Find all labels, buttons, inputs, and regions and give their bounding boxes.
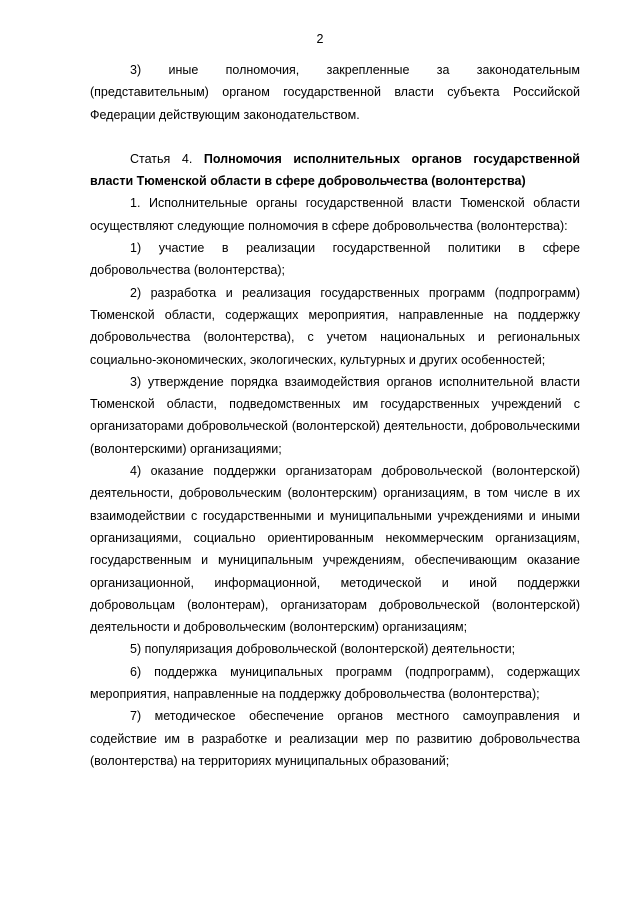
paragraph: 4) оказание поддержки организаторам добровольческой (волонтерской) деятельности, добровольческим (волонтерским) организациям, в том числе в их взаимодействии с государственными и муниципальными учреждениями и иными организациями, социально ориентированным некоммерческим организациям, государственным и муниципальным учреждениям, обеспечивающим оказание организационной, информационной, методической и иной поддержки добровольцам (волонтерам), организаторам добровольческой (волонтерской) деятельности и добровольческим (волонтерским) организациям; bbox=[90, 464, 580, 635]
article-label: Статья 4. bbox=[130, 151, 193, 166]
article-title: Полномочия исполнительных органов государственной власти Тюменской области в сфере добровольчества (волонтерства) bbox=[90, 151, 580, 189]
spacer bbox=[90, 126, 580, 148]
document-body bbox=[90, 59, 580, 772]
article-heading bbox=[90, 148, 580, 193]
paragraph: 1. Исполнительные органы государственной власти Тюменской области осуществляют следующие полномочия в сфере добровольчества (волонтерства): bbox=[90, 196, 580, 233]
paragraph: 6) поддержка муниципальных программ (подпрограмм), содержащих мероприятия, направленные на поддержку добровольчества (волонтерства); bbox=[90, 664, 580, 702]
page-number: 2 bbox=[316, 32, 324, 46]
paragraph: 1) участие в реализации государственной политики в сфере добровольчества (волонтерства); bbox=[90, 241, 580, 278]
paragraph: 7) методическое обеспечение органов местного самоуправления и содействие им в разработке и реализации мер по развитию добровольчества (волонтерства) на территориях муниципальных образований; bbox=[90, 709, 580, 768]
paragraph: 5) популяризация добровольческой (волонтерской) деятельности; bbox=[130, 642, 516, 657]
paragraph: 2) разработка и реализация государственных программ (подпрограмм) Тюменской области, содержащих мероприятия, направленные на поддержку добровольчества (волонтерства), с учетом национальных и региональных социально-экономических, экологических, культурных и других особенностей; bbox=[90, 285, 580, 367]
intro-item: 3) иные полномочия, закрепленные за законодательным (представительным) органом государственной власти субъекта Российской Федерации действующим законодательством. bbox=[90, 63, 580, 122]
paragraph: 3) утверждение порядка взаимодействия органов исполнительной власти Тюменской области, подведомственных им государственных учреждений с организаторами добровольческой (волонтерской) деятельности, добровольческими (волонтерскими) организациями; bbox=[90, 374, 580, 456]
